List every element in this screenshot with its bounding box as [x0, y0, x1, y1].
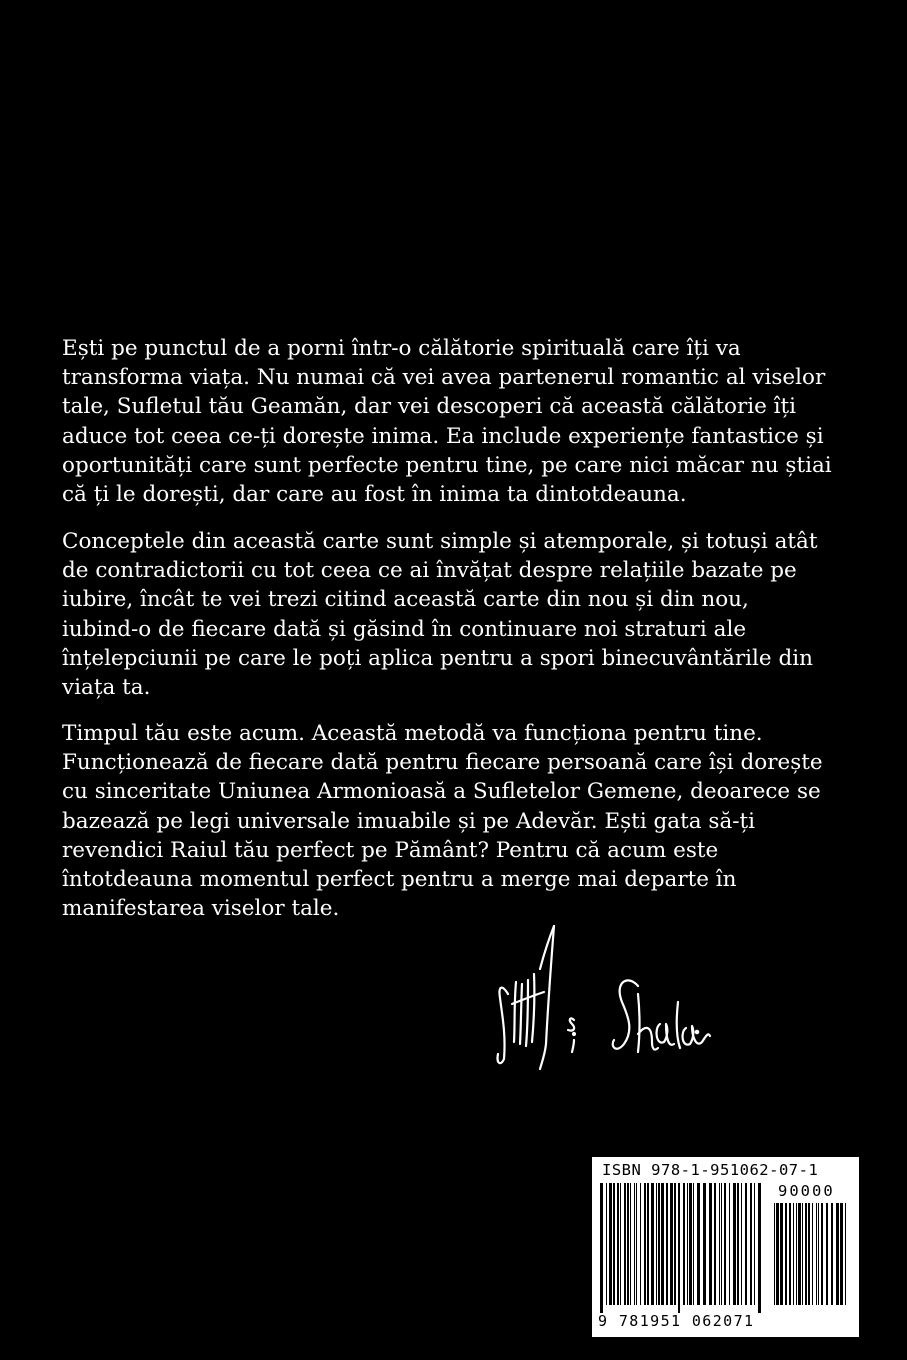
barcode-bar [733, 1183, 736, 1305]
barcode-bar [697, 1183, 700, 1305]
barcode-bar [693, 1183, 694, 1305]
barcode-bar [634, 1183, 635, 1305]
barcode-bar [624, 1183, 626, 1305]
barcode-bar [745, 1183, 747, 1305]
barcode-bar [721, 1183, 722, 1305]
blurb-paragraph-1: Ești pe punctul de a porni într-o călătorie spirituală care îți va transforma viața. Nu numai că vei avea partenerul romantic al viselor tale, Sufletul tău Geamăn, dar vei descoperi că această călătorie îți aduce tot ceea ce-ți dorește inima. Ea include experiențe fantastice și oportunități care sunt perfecte pentru tine, pe care nici măcar nu știai că ți le dorești, dar care au fost în inima ta dintotdeauna. [62, 336, 832, 508]
barcode-bar [651, 1183, 654, 1305]
barcode-bar [808, 1203, 810, 1305]
barcode-bar [689, 1183, 692, 1305]
isbn-barcode [592, 1157, 859, 1337]
barcode-bar [661, 1183, 664, 1305]
barcode-bar [798, 1203, 801, 1305]
barcode-bar [826, 1203, 828, 1305]
ean-barcode-bars [598, 1183, 762, 1313]
barcode-bar [719, 1183, 720, 1305]
barcode-bar [831, 1203, 833, 1305]
barcode-bar [683, 1183, 685, 1305]
barcode-bar [709, 1183, 712, 1305]
ean-digits: 9 781951 062071 [598, 1312, 755, 1330]
barcode-bar [724, 1183, 726, 1305]
barcode-bar [840, 1203, 843, 1305]
barcode-bar [816, 1203, 817, 1305]
barcode-bar [754, 1183, 755, 1305]
barcode-bar [818, 1203, 819, 1305]
barcode-bar [729, 1183, 730, 1305]
barcode-bar [737, 1183, 739, 1305]
barcode-bar [636, 1183, 637, 1305]
barcode-bar [647, 1183, 649, 1305]
barcode-bar [789, 1203, 791, 1305]
barcode-bar [750, 1183, 752, 1305]
barcode-bar [640, 1183, 641, 1305]
barcode-bar [796, 1203, 797, 1305]
barcode-bar [802, 1203, 803, 1305]
barcode-bar [774, 1203, 775, 1305]
isbn-label: ISBN 978-1-951062-07-1 [602, 1161, 819, 1179]
barcode-bar [845, 1203, 846, 1305]
blurb-paragraph-2: Conceptele din această carte sunt simple și atemporale, și totuși atât de contradictorii cu tot ceea ce ai învățat despre relațiile bazate pe iubire, încât te vei trezi citind această carte din nou și din nou, iubind-o de fiecare dată și găsind în continuare noi straturi ale înțelepciunii pe care le poți aplica pentru a spori binecuvântările din viața ta. [62, 529, 818, 701]
barcode-bar [606, 1183, 607, 1305]
barcode-bar [666, 1183, 668, 1305]
barcode-bar [600, 1183, 603, 1313]
barcode-bar [812, 1203, 813, 1305]
barcode-bar [656, 1183, 657, 1305]
barcode-bar [687, 1183, 688, 1305]
barcode-bar [609, 1183, 612, 1305]
barcode-bar [617, 1183, 619, 1305]
barcode-addon-digits: 90000 [778, 1182, 835, 1200]
barcode-bar [793, 1203, 794, 1305]
handwritten-signature [488, 924, 758, 1074]
barcode-bar [658, 1183, 660, 1305]
barcode-bar [703, 1183, 706, 1305]
barcode-bar [758, 1183, 761, 1313]
barcode-bar [821, 1203, 823, 1305]
barcode-bar [836, 1203, 839, 1305]
barcode-bar [678, 1183, 680, 1313]
blurb-paragraph-3: Timpul tău este acum. Această metodă va funcționa pentru tine. Funcționează de fiecare dată pentru fiecare persoană care își dorește cu sinceritate Uniunea Armonioasă a Sufletelor Gemene, deoarece se bazează pe legi universale imuabile și pe Adevăr. Ești gata să-ți revendici Raiul tău perfect pe Pământ? Pentru că acum este întotdeauna momentul perfect pentru a merge mai departe în manifestarea viselor tale. [62, 721, 823, 922]
barcode-bar [613, 1183, 615, 1305]
barcode-bar [780, 1203, 783, 1305]
barcode-bar [670, 1183, 673, 1305]
barcode-bar [627, 1183, 629, 1305]
barcode-bar [620, 1183, 621, 1305]
barcode-bar [805, 1203, 807, 1305]
addon-barcode-bars [772, 1203, 850, 1313]
barcode-bar [714, 1183, 716, 1305]
barcode-bar [776, 1203, 779, 1305]
barcode-bar [674, 1183, 676, 1305]
barcode-bar [741, 1183, 742, 1305]
barcode-bar [785, 1203, 787, 1305]
barcode-bar [630, 1183, 631, 1305]
barcode-bar [644, 1183, 646, 1305]
